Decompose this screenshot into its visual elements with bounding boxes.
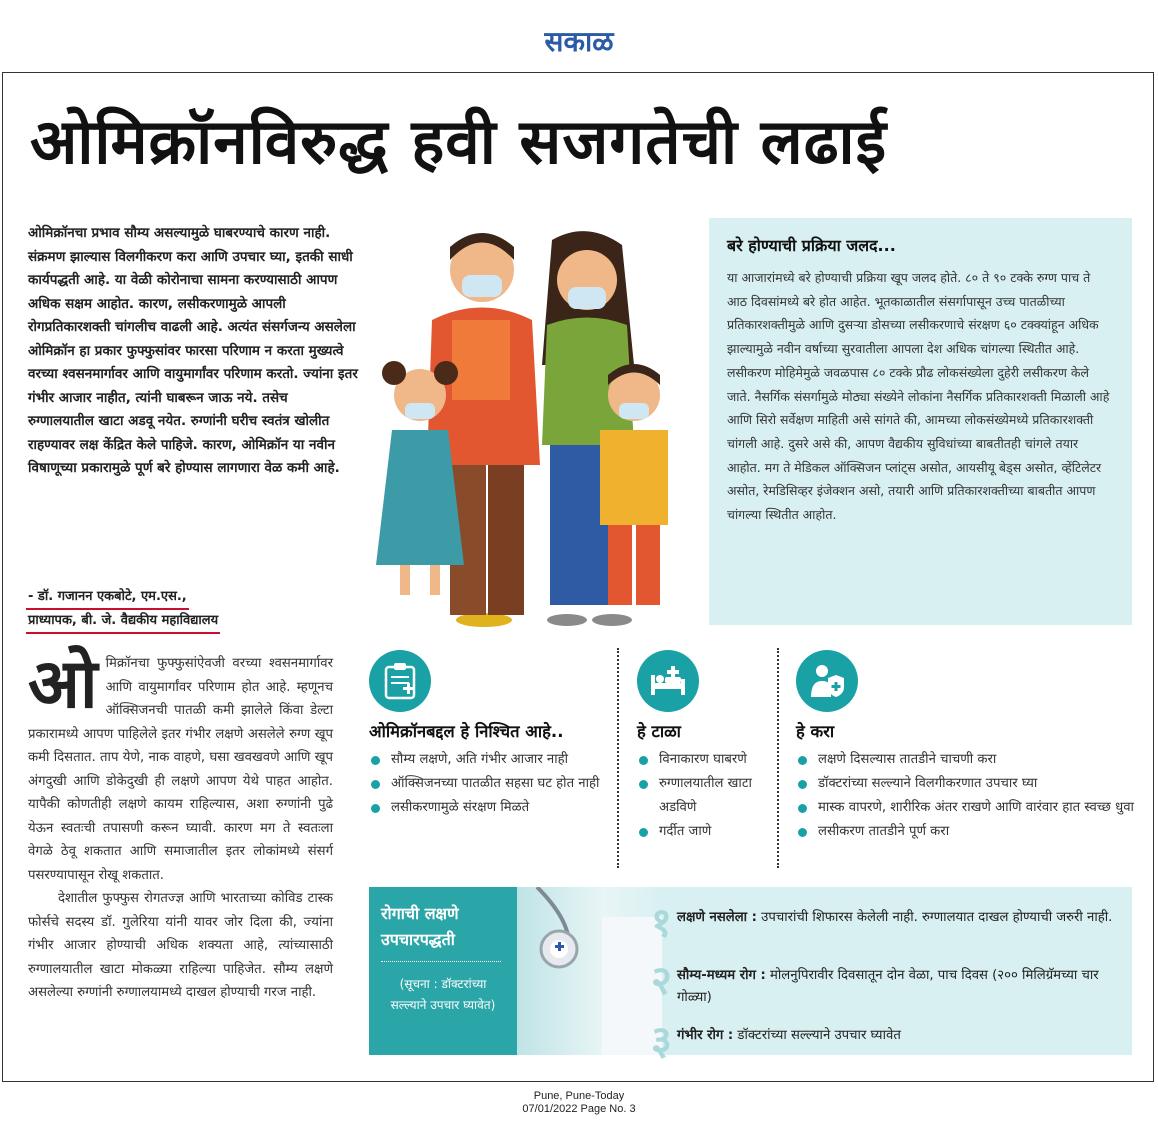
number-1: १	[651, 900, 672, 946]
list-item: ऑक्सिजनच्या पातळीत सहसा घट होत नाही	[369, 772, 614, 796]
list-item: लसीकरणामुळे संरक्षण मिळते	[369, 796, 614, 820]
list-item: गर्दीत जाणे	[637, 820, 767, 844]
main-article	[28, 644, 333, 1005]
treatment-term: गंभीर रोग :	[677, 1028, 734, 1043]
list-item: डॉक्टरांच्या सल्ल्याने विलगीकरणात उपचार घ्या	[796, 772, 1136, 796]
treatment-item-1	[651, 900, 1119, 946]
number-3: ३	[651, 1018, 672, 1064]
treatment-label-box	[369, 887, 517, 1055]
article-paragraph-2: देशातील फुफ्फुस रोगतज्ज्ञ आणि भारताच्या कोविड टास्क फोर्सचे सदस्य डॉ. गुलेरिया यांनी यावर जोर दिला की, ज्यांना गंभीर आजार होण्याची अधिक शक्यता आहे, त्यांच्यासाठी रुग्णालयातील खाटा मोकळ्या राहिल्या पाहिजेत. सौम्य लक्षणे असलेल्या रुग्णांनी रुग्णालयामध्ये दाखल होण्याची गरज नाही.	[28, 891, 333, 1000]
patient-bed-icon	[637, 650, 699, 712]
recovery-heading: बरे होण्याची प्रक्रिया जलद...	[727, 236, 896, 255]
clipboard-icon	[369, 650, 431, 712]
column-divider	[617, 648, 619, 868]
treatment-text: उपचारांची शिफारस केलेली नाही. रुग्णालयात दाखल होण्याची जरुरी नाही.	[756, 910, 1113, 925]
intro-paragraph: ओमिक्रॉनचा प्रभाव सौम्य असल्यामुळे घाबरण्याचे कारण नाही. संक्रमण झाल्यास विलगीकरण करा आणि उपचार घ्या, इतकी साधी कार्यपद्धती आहे. या वेळी कोरोनाचा सामना करण्यासाठी आपण अधिक सक्षम आहोत. कारण, लसीकरणामुळे आपली रोगप्रतिकारशक्ती चांगलीच वाढली आहे. अत्यंत संसर्गजन्य असलेला ओमिक्रॉन हा प्रकार फुफ्फुसांवर फारसा परिणाम न करता मुख्यत्वे वरच्या श्वसनमार्गावर आणि वायुमार्गांवर परिणाम करतो. ज्यांना इतर गंभीर आजार नाहीत, त्यांनी घाबरून जाऊ नये. तसेच रुग्णालयातील खाटा अडवू नयेत. रुग्णांनी घरीच स्वतंत्र खोलीत राहण्यावर लक्ष केंद्रित केले पाहिजे. कारण, ओमिक्रॉन या नवीन विषाणूच्या प्रकारामुळे पूर्ण बरे होण्यास लागणारा वेळ कमी आहे.	[28, 225, 358, 476]
certain-list	[369, 748, 614, 820]
number-2: २	[651, 958, 672, 1004]
treatment-note: (सूचना : डॉक्टरांच्या सल्ल्याने उपचार घ्यावेत)	[390, 977, 496, 1012]
family-mask-illustration	[372, 225, 702, 630]
avoid-column	[637, 650, 767, 844]
divider	[381, 961, 501, 962]
list-item: विनाकारण घाबरणे	[637, 748, 767, 772]
treatment-item-3	[651, 1018, 1119, 1064]
footer-edition: Pune, Pune-Today	[533, 1090, 625, 1102]
recovery-body: या आजारांमध्ये बरे होण्याची प्रक्रिया खूप जलद होते. ८० ते ९० टक्के रुग्ण पाच ते आठ दिवसांमध्ये बरे होत आहेत. भूतकाळातील संसर्गापासून उच्च पातळीच्या प्रतिकारशक्तीमुळे आणि दुसऱ्या डोसच्या लसीकरणाचे संरक्षण ६० टक्क्यांहून अधिक झाल्यामुळे नवीन वर्षाच्या सुरवातीला आपला देश अधिक चांगल्या स्थितीत आहे. लसीकरण मोहिमेमुळे जवळपास ८० टक्के प्रौढ लोकसंख्येला दुहेरी लसीकरण केले जाते. नैसर्गिक संसर्गामुळे मोठ्या संख्येने लोकांना नैसर्गिक प्रतिकारशक्ती मिळाली आहे आणि सिरो सर्वेक्षण माहिती असे सांगते की, आमच्या लोकसंख्येमध्ये प्रतिकारशक्ती चांगली आहे. दुसरे असे की, आपण वैद्यकीय सुविधांच्या बाबतीतही चांगले तयार आहोत. मग ते मेडिकल ऑक्सिजन प्लांट्स असोत, आयसीयू बेड्स असोत, व्हेंटिलेटर असोत, रेमडिसिव्हर इंजेक्शन असो, तयारी आणि प्रतिकारशक्तीच्या बाबतीत आपण चांगल्या स्थितीत आहोत.	[727, 270, 1110, 523]
treatment-text: डॉक्टरांच्या सल्ल्याने उपचार घ्यावेत	[733, 1028, 901, 1043]
list-item: रुग्णालयातील खाटा अडविणे	[637, 772, 767, 820]
list-item: सौम्य लक्षणे, अति गंभीर आजार नाही	[369, 748, 614, 772]
masthead-logo: सकाळ	[544, 25, 614, 58]
treatment-text: मोलनुपिरावीर दिवसातून दोन वेळा, पाच दिवस (२०० मिलिग्रॅमच्या चार गोळ्या)	[677, 968, 1099, 1005]
intro-text	[28, 222, 358, 481]
doctor-shield-icon	[796, 650, 858, 712]
page-footer	[0, 1090, 1158, 1116]
footer-date-page: 07/01/2022 Page No. 3	[522, 1103, 636, 1115]
do-heading: हे करा	[796, 722, 835, 741]
column-divider	[777, 648, 779, 868]
treatment-term: लक्षणे नसलेला :	[677, 910, 757, 925]
treatment-title: रोगाची लक्षणे उपचारपद्धती	[381, 904, 459, 949]
list-item: लसीकरण तातडीने पूर्ण करा	[796, 820, 1136, 844]
treatment-item-2	[651, 958, 1119, 1009]
dropcap-letter: ओ	[28, 644, 98, 724]
treatment-term: सौम्य-मध्यम रोग :	[677, 968, 766, 983]
recovery-panel	[709, 218, 1132, 625]
article-paragraph-1: मिक्रॉनचा फुफ्फुसांऐवजी वरच्या श्वसनमार्गावर आणि वायुमार्गांवर परिणाम होत आहे. म्हणूनच ऑक्सिजनची पातळी कमी झालेले किंवा डेल्टा प्रकारामध्ये आपण पाहिलेले इतर गंभीर लक्षणे असलेले रुग्ण खूप कमी दिसतात. ताप येणे, नाक वाहणे, घसा खवखवणे आणि खूप अंगदुखी आणि डोकेदुखी ही लक्षणे आपण येथे पाहत आहोत. यापैकी कोणतीही लक्षणे कायम राहिल्यास, अशा रुग्णांनी पुढे येऊन स्वतःची तपासणी करून घ्यावी. कारण मग ते स्वतःला वेगळे ठेवू शकतात आणि समाजातील इतर लोकांमध्ये संसर्ग पसरण्यापासून रोखू शकतात.	[28, 656, 333, 883]
do-list	[796, 748, 1136, 844]
headline: ओमिक्रॉनविरुद्ध हवी सजगतेची लढाई	[30, 105, 888, 178]
author-credit	[26, 586, 266, 634]
certain-column	[369, 650, 614, 820]
avoid-heading: हे टाळा	[637, 722, 681, 741]
author-title: प्राध्यापक, बी. जे. वैद्यकीय महाविद्यालय	[26, 610, 220, 634]
list-item: मास्क वापरणे, शारीरिक अंतर राखणे आणि वारंवार हात स्वच्छ धुवा	[796, 796, 1136, 820]
stethoscope-photo	[517, 887, 662, 1055]
certain-heading: ओमिक्रॉनबद्दल हे निश्चित आहे..	[369, 722, 564, 741]
author-name: - डॉ. गजानन एकबोटे, एम.एस.,	[26, 586, 189, 610]
avoid-list	[637, 748, 767, 844]
list-item: लक्षणे दिसल्यास तातडीने चाचणी करा	[796, 748, 1136, 772]
treatment-panel	[369, 887, 1132, 1064]
do-column	[796, 650, 1136, 844]
